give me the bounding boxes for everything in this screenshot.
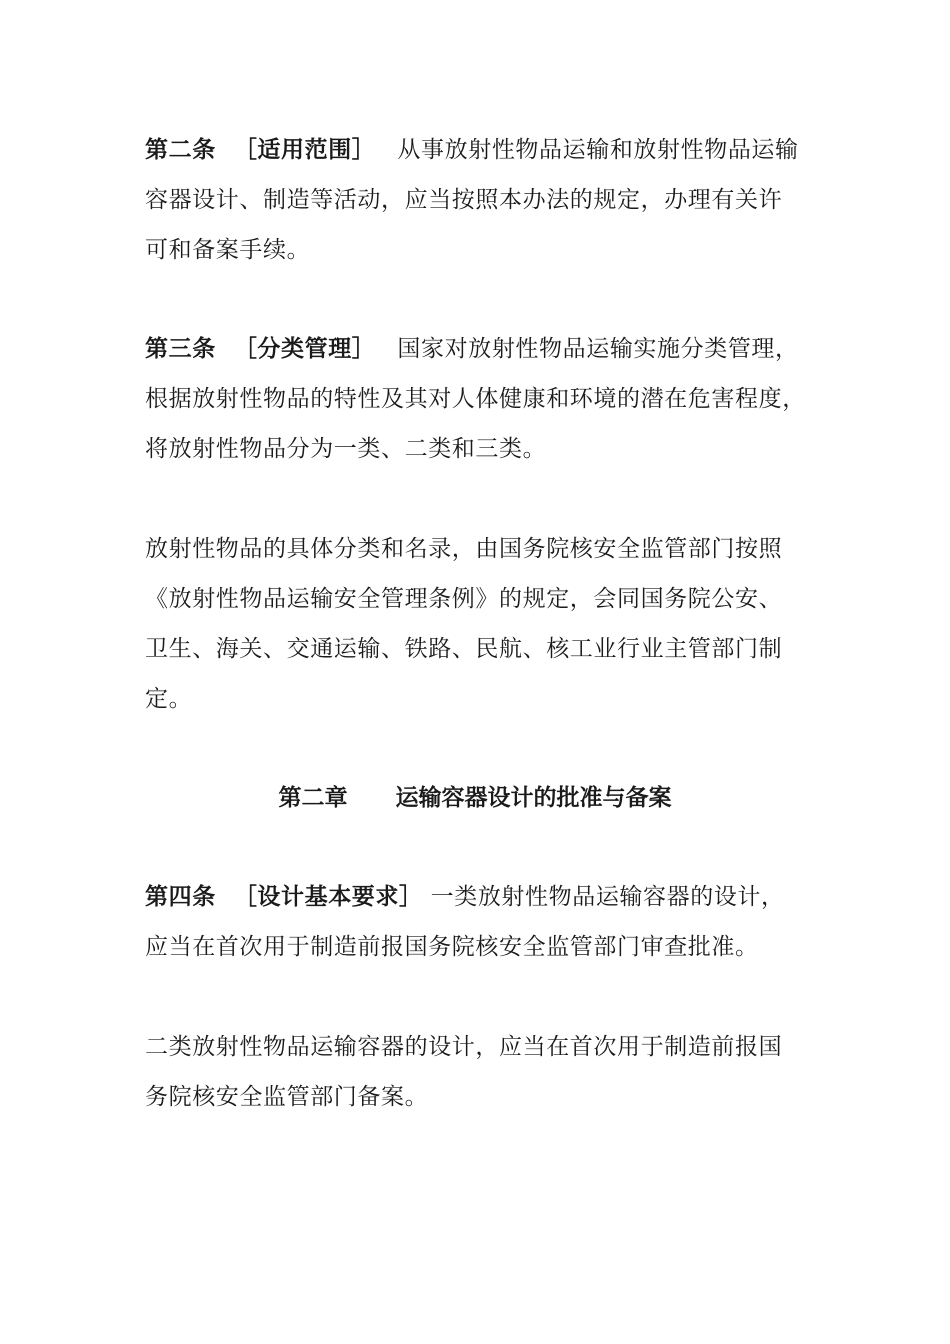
article-2-text-1: 从事放射性物品运输和放射性物品运输 xyxy=(397,137,799,163)
article-4-number: 第四条 xyxy=(145,884,216,910)
article-3-para2-line-4: 定。 xyxy=(145,686,193,712)
article-3-para2-line-3: 卫生、海关、交通运输、铁路、民航、核工业行业主管部门制 xyxy=(145,636,783,662)
article-3-line-2: 根据放射性物品的特性及其对人体健康和环境的潜在危害程度， xyxy=(145,386,806,412)
article-3-line-3: 将放射性物品分为一类、二类和三类。 xyxy=(145,436,547,462)
article-3-para2-line-1: 放射性物品的具体分类和名录，由国务院核安全监管部门按照 xyxy=(145,536,783,562)
article-4-para2-line-2: 务院核安全监管部门备案。 xyxy=(145,1084,429,1110)
article-3-number: 第三条 xyxy=(145,336,216,362)
article-2-number: 第二条 xyxy=(145,137,216,163)
article-4-tag: ［设计基本要求］ xyxy=(233,884,423,910)
article-4-para2-line-1: 二类放射性物品运输容器的设计，应当在首次用于制造前报国 xyxy=(145,1034,783,1060)
article-2-line-2: 容器设计、制造等活动，应当按照本办法的规定，办理有关许 xyxy=(145,187,783,213)
article-4-text-1: 一类放射性物品运输容器的设计， xyxy=(430,884,785,910)
article-4-line-1 xyxy=(145,882,785,912)
article-3-text-1: 国家对放射性物品运输实施分类管理， xyxy=(397,336,799,362)
chapter-number: 第二章 xyxy=(278,785,348,811)
chapter-title: 运输容器设计的批准与备案 xyxy=(395,785,672,811)
article-3-line-1 xyxy=(145,334,799,364)
chapter-heading xyxy=(0,783,950,813)
article-3-tag: ［分类管理］ xyxy=(233,336,376,362)
article-2-line-1 xyxy=(145,135,799,165)
article-3-para2-line-2: 《放射性物品运输安全管理条例》的规定，会同国务院公安、 xyxy=(145,586,783,612)
article-2-tag: ［适用范围］ xyxy=(233,137,376,163)
article-2-line-3: 可和备案手续。 xyxy=(145,237,311,263)
article-4-line-2: 应当在首次用于制造前报国务院核安全监管部门审查批准。 xyxy=(145,934,759,960)
